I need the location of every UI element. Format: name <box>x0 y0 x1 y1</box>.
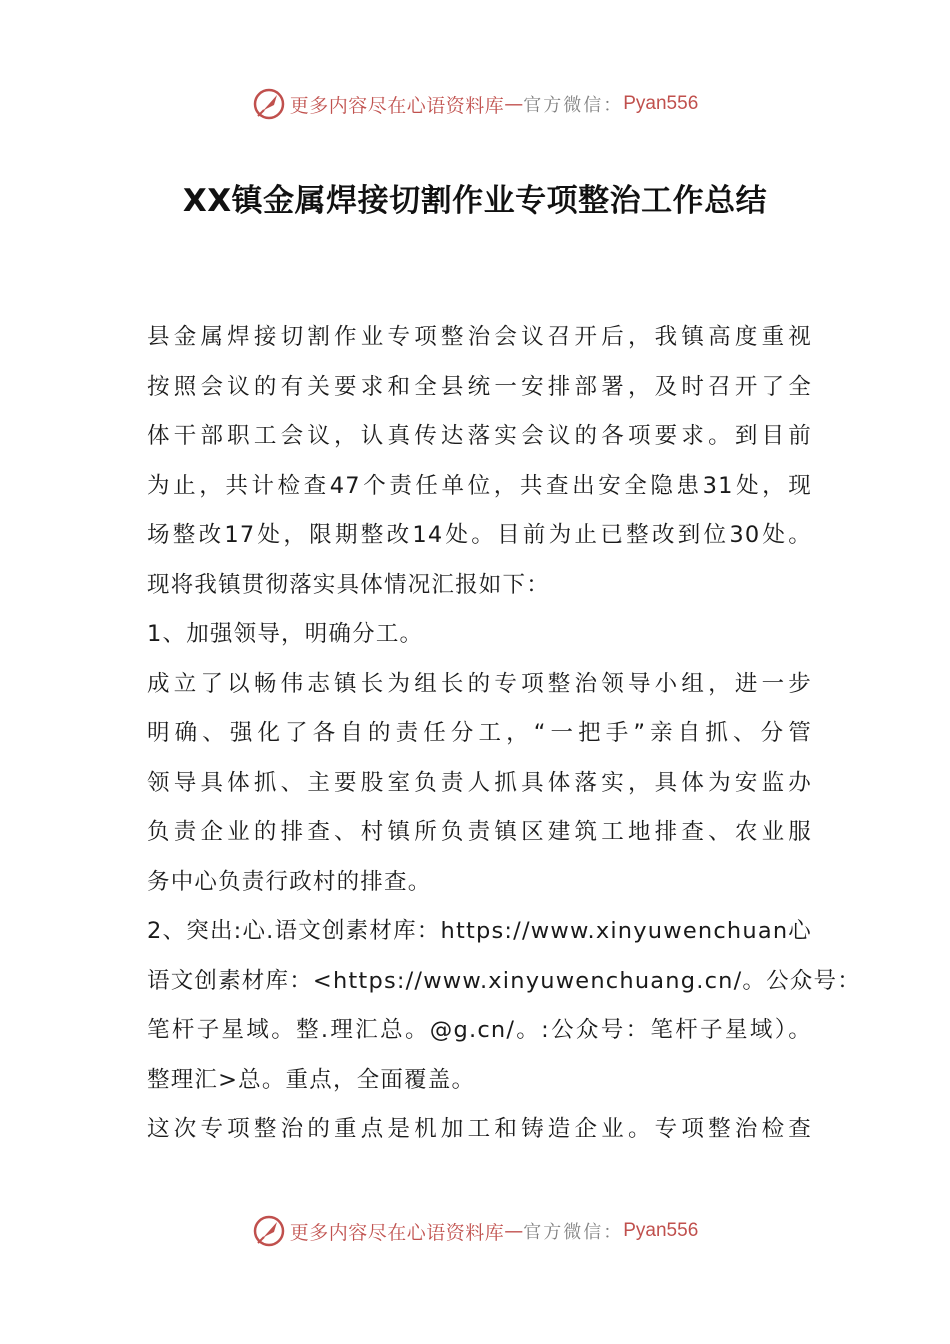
header-banner <box>0 84 950 124</box>
banner-promo-text: 更多内容尽在心语资料库 <box>289 1221 505 1244</box>
quill-logo-icon <box>252 1214 286 1248</box>
body-line: 按照会议的有关要求和全县统一安排部署，及时召开了全 <box>147 373 812 400</box>
body-line: 领导具体抓、主要股室负责人抓具体落实，具体为安监办 <box>147 769 812 796</box>
body-line: 场整改17处，限期整改14处。目前为止已整改到位30处。 <box>147 522 812 548</box>
body-line: 明确、强化了各自的责任分工，“一把手”亲自抓、分管 <box>147 720 812 746</box>
body-line: 现将我镇贯彻落实具体情况汇报如下： <box>147 571 550 598</box>
document-title: XX镇金属焊接切割作业专项整治工作总结 <box>182 183 768 219</box>
banner-dash: — <box>504 1220 524 1242</box>
body-line: 2、突出:心.语文创素材库：https://www.xinyuwenchuan心 <box>147 918 812 944</box>
quill-logo-icon <box>252 87 286 121</box>
body-line: 1、加强领导，明确分工。 <box>147 621 424 647</box>
body-line: 为止，共计检查47个责任单位，共查出安全隐患31处，现 <box>147 472 812 499</box>
body-line: 成立了以畅伟志镇长为组长的专项整治领导小组，进一步 <box>147 670 812 697</box>
body-line: 县金属焊接切割作业专项整治会议召开后，我镇高度重视 <box>147 324 812 350</box>
body-line: 语文创素材库：<https://www.xinyuwenchuang.cn/。公众号： <box>147 967 861 994</box>
banner-wechat-label: 官方微信： <box>523 1222 624 1243</box>
banner-wechat-id: Pyan556 <box>623 1220 699 1241</box>
body-line: 这次专项整治的重点是机加工和铸造企业。专项整治检查 <box>147 1116 812 1142</box>
banner-dash: — <box>504 93 524 115</box>
banner-promo-text: 更多内容尽在心语资料库 <box>289 94 505 117</box>
document-body <box>147 313 861 1155</box>
footer-banner <box>0 1211 950 1251</box>
banner-wechat-label: 官方微信： <box>523 95 624 116</box>
banner-wechat-id: Pyan556 <box>623 93 699 114</box>
body-line: 笔杆子星域。整.理汇总。@g.cn/。:公众号：笔杆子星域）。 <box>147 1017 812 1043</box>
body-line: 负责企业的排查、村镇所负责镇区建筑工地排查、农业服 <box>147 819 812 845</box>
body-line: 务中心负责行政村的排查。 <box>147 868 432 895</box>
body-line: 体干部职工会议，认真传达落实会议的各项要求。到目前 <box>147 423 812 449</box>
body-line: 整理汇>总。重点，全面覆盖。 <box>147 1066 476 1093</box>
